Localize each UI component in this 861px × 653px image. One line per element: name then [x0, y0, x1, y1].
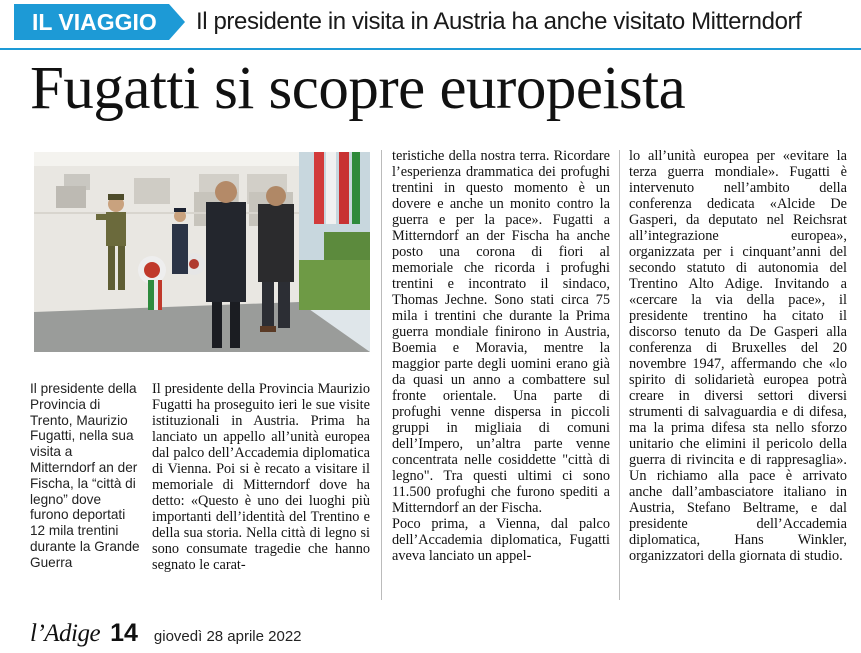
article-paragraph: Il presidente della Provincia Maurizio Fugatti ha proseguito ieri le sue visite istituzionali in Austria. Prima ha lanciato un appello all’unità europea dal palco dell’Accademia diplomatica di Vienna. Poi si è recato a visitare il memoriale di Mitterndorf dove ha detto: «Questo è uno dei luoghi più importanti dell’identità del Trentino e della sua storia. Nella città di legno si sono consumate tragedie che hanno segnato le carat-: [152, 381, 370, 573]
memorial-photo-illustration: [34, 152, 370, 352]
page-footer: [30, 619, 302, 648]
article-photo: [34, 152, 370, 352]
article-paragraph: Poco prima, a Vienna, dal palco dell’Accademia diplomatica, Fugatti aveva lanciato un appel-: [392, 516, 610, 564]
kicker-arrow-icon: [169, 4, 185, 40]
header-rule: [0, 48, 861, 50]
issue-date: giovedì 28 aprile 2022: [153, 628, 302, 645]
section-kicker: [14, 4, 185, 40]
article-paragraph: teristiche della nostra terra. Ricordare l’esperienza drammatica dei profughi trentini in questo momento è un dovere e anche un monito contro la guerra e per la pace». Fugatti a Mitterndorf an der Fischa ha anche posto una corona di fiori al memoriale che ricorda i profughi trentini e incontrato il sindaco, Thomas Jechne. Sono stati circa 75 mila i trentini che durante la Prima guerra mondiale finirono in Austria, Boemia e Moravia, mentre la maggior parte degli uomini erano già da quasi un anno a combattere sul fronte orientale. Una parte di profughi venne dispersa in piccoli gruppi in migliaia di comuni dell’Impero, un’altra parte venne concentrata nelle cosiddette "città di legno". Tra questi ultimi ci sono 11.500 profughi che furono spediti a Mitterndorf an der Fischa.: [392, 148, 610, 516]
column-divider: [381, 150, 382, 600]
subheadline: Il presidente in visita in Austria ha anche visitato Mitterndorf: [196, 8, 802, 35]
headline: Fugatti si scopre europeista: [30, 55, 686, 122]
page-number: 14: [110, 619, 138, 647]
column-divider: [619, 150, 620, 600]
section-kicker-label: IL VIAGGIO: [14, 4, 169, 40]
article-column-3: [629, 148, 847, 564]
newspaper-logo: l’Adige: [30, 620, 101, 647]
article-paragraph: lo all’unità europea per «evitare la terza guerra mondiale». Fugatti è intervenuto nell’ambito della conferenza dedicata «Alcide De Gasperi, da deputato nel Reichsrat all’integrazione europea», organizzata per i cinquant’anni del secondo statuto di autonomia del Trentino Alto Adige. Invitando a «cercare la via della pace», il presidente trentino ha citato il discorso tenuto da De Gasperi alla conferenza di Bruxelles del 20 novembre 1947, affermando che «lo spirito di solidarietà europea potrà creare in diversi settori diversi strumenti di salvaguardia e di difesa, ma la prima difesa sta nello sforzo unitario che elimini il pericolo della guerra di rivincita e di rappresaglia». Un richiamo alla pace è arrivato anche dall’ambasciatore italiano in Austria, Stefano Beltrame, e dal presidente dell’Accademia diplomatica, Hans Winkler, organizzatori della giornata di studio.: [629, 148, 847, 564]
article-column-2: [392, 148, 610, 564]
article-column-1: [152, 381, 370, 573]
photo-caption: Il presidente della Provincia di Trento, Maurizio Fugatti, nella sua visita a Mitterndorf an der Fischa, la “città di legno” dove furono deportati 12 mila trentini durante la Grande Guerra: [30, 381, 140, 570]
